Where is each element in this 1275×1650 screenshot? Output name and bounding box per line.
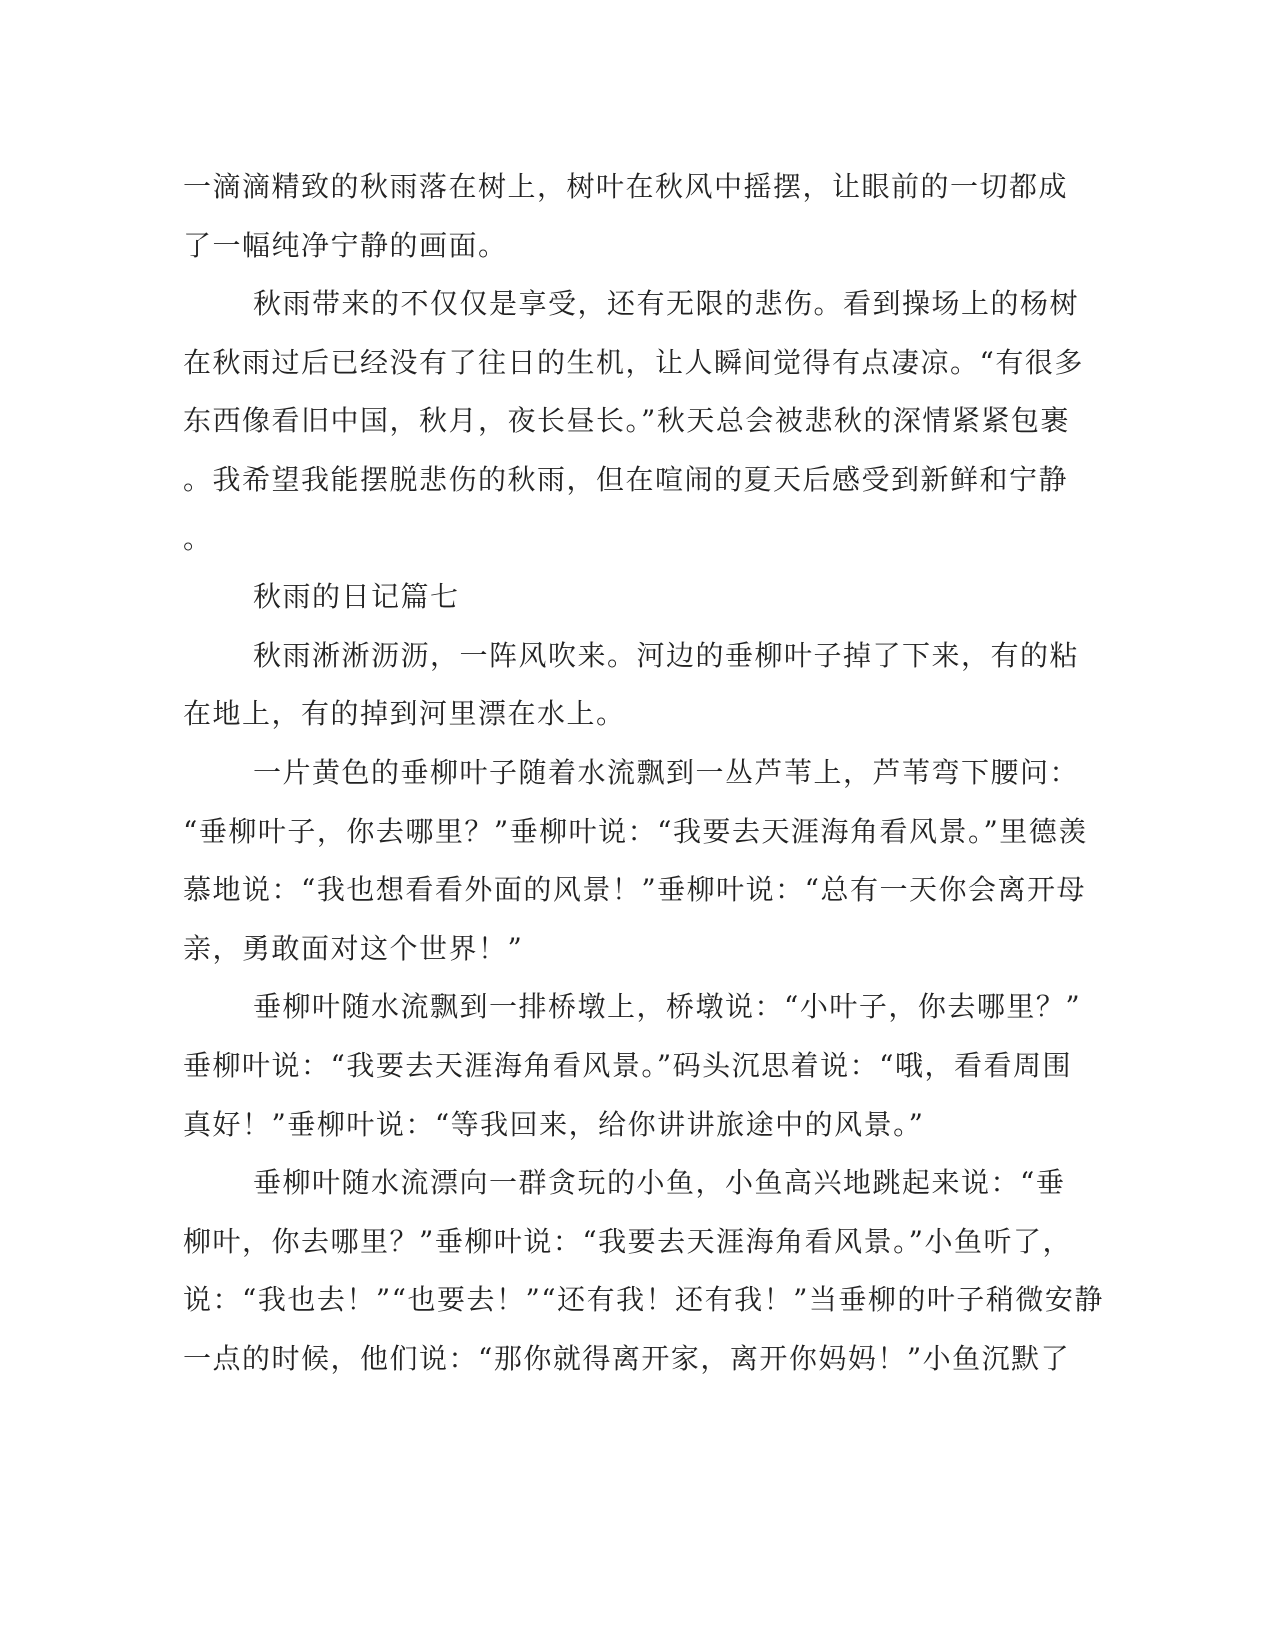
document-body [183, 158, 1104, 1388]
text-line: 垂柳叶说：“我要去天涯海角看风景。”码头沉思着说：“哦，看看周围 [183, 1048, 1072, 1082]
text-line: “垂柳叶子，你去哪里？”垂柳叶说：“我要去天涯海角看风景。”里德羡 [183, 814, 1088, 848]
text-line: 垂柳叶随水流漂向一群贪玩的小鱼，小鱼高兴地跳起来说：“垂 [253, 1166, 1066, 1200]
text-line: 东西像看旧中国，秋月，夜长昼长。”秋天总会被悲秋的深情紧紧包裹 [183, 404, 1070, 438]
text-line: 。我希望我能摆脱悲伤的秋雨，但在喧闹的夏天后感受到新鲜和宁静 [183, 462, 1069, 496]
text-line: 慕地说：“我也想看看外面的风景！”垂柳叶说：“总有一天你会离开母 [183, 873, 1086, 907]
text-line: 垂柳叶随水流飘到一排桥墩上，桥墩说：“小叶子，你去哪里？” [253, 990, 1082, 1024]
text-line: 一点的时候，他们说：“那你就得离开家，离开你妈妈！”小鱼沉默了 [183, 1341, 1071, 1375]
text-line: 秋雨带来的不仅仅是享受，还有无限的悲伤。看到操场上的杨树 [253, 287, 1080, 321]
text-line: 说：“我也去！”“也要去！”“还有我！还有我！”当垂柳的叶子稍微安静 [183, 1283, 1104, 1317]
text-line: 在秋雨过后已经没有了往日的生机，让人瞬间觉得有点凄凉。“有很多 [183, 345, 1084, 379]
text-line: 了一幅纯净宁静的画面。 [183, 228, 508, 262]
text-line: 亲，勇敢面对这个世界！” [183, 931, 524, 965]
text-line: 秋雨淅淅沥沥，一阵风吹来。河边的垂柳叶子掉了下来，有的粘 [253, 638, 1080, 672]
text-line: 柳叶，你去哪里？”垂柳叶说：“我要去天涯海角看风景。”小鱼听了， [183, 1224, 1072, 1258]
text-line: 在地上，有的掉到河里漂在水上。 [183, 697, 626, 731]
text-line: 。 [183, 521, 213, 555]
text-line: 一滴滴精致的秋雨落在树上，树叶在秋风中摇摆，让眼前的一切都成 [183, 170, 1069, 203]
text-line: 真好！”垂柳叶说：“等我回来，给你讲讲旅途中的风景。” [183, 1107, 925, 1141]
text-line: 一片黄色的垂柳叶子随着水流飘到一丛芦苇上，芦苇弯下腰问： [253, 755, 1080, 789]
section-heading: 秋雨的日记篇七 [253, 580, 460, 614]
